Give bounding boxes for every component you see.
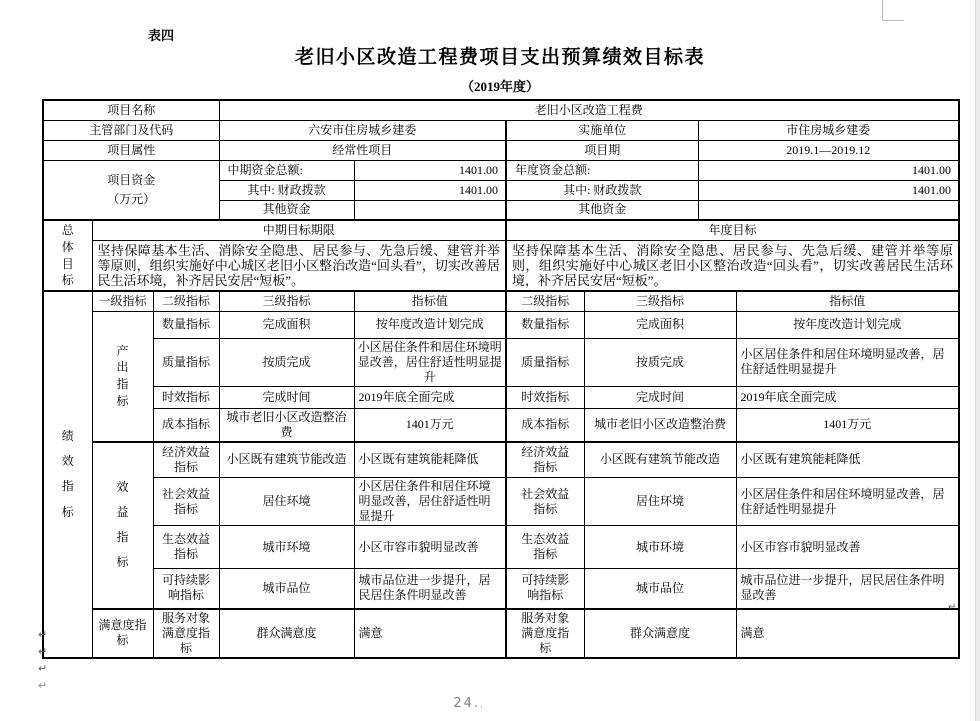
- l3-cell-right: 城市老旧小区改造整治费: [584, 408, 736, 442]
- mid-goal-text: 坚持保障基本生活、消除安全隐患、居民参与、先急后缓、建管并举等原则，组织实施好中心城区老旧小区整治改造“回头看”，切实改善居民生活环境，补齐居民安居“短板”。: [92, 240, 506, 291]
- year-goal-text: 坚持保障基本生活、消除安全隐患、居民参与、先急后缓、建管并举等原则，组织实施好中心城区老旧小区整治改造“回头看”，切实改善居民生活环境，补齐居民安居“短板”。: [506, 240, 959, 291]
- l2-cell-right: 社会效益指标: [506, 478, 584, 526]
- paragraph-mark: ↵: [38, 645, 48, 658]
- l3-cell-right: 城市品位: [584, 569, 736, 609]
- page-boundary-corner-mark: [882, 0, 904, 21]
- mid-other-value: [354, 200, 506, 220]
- l3-cell: 城市老旧小区改造整治费: [219, 408, 354, 442]
- value-cell: 小区居住条件和居住环境明显改善，居住舒适性明显提升: [354, 338, 506, 386]
- l2-cell-right: 质量指标: [506, 338, 584, 386]
- funds-label: [43, 160, 219, 220]
- row-funds-total: [43, 160, 959, 180]
- group-label-output-text: 产出指标: [116, 343, 129, 408]
- header-value-left: 指标值: [354, 291, 506, 311]
- funds-label-line1: 项目资金: [107, 172, 156, 187]
- row-quantity: [43, 311, 959, 338]
- value-cell: 满意: [354, 609, 506, 658]
- l3-cell: 完成面积: [219, 311, 354, 338]
- header-level1: 一级指标: [92, 291, 153, 311]
- value-cell: 1401万元: [354, 408, 506, 442]
- value-cell-right: 1401万元: [736, 408, 959, 442]
- row-project-name: [43, 100, 959, 120]
- value-cell-right: 城市品位进一步提升，居民居住条件明显改善: [736, 569, 959, 609]
- l3-cell: 城市环境: [219, 526, 354, 569]
- row-goal-text: [43, 240, 959, 291]
- year-fiscal-value: 1401.00: [698, 180, 959, 200]
- page-number-text: 24.: [453, 696, 481, 711]
- perf-indicator-label: [43, 291, 92, 658]
- l2-cell-right: 经济效益指标: [506, 442, 584, 478]
- value-cell-right: 小区居住条件和居住环境明显改善，居住舒适性明显提升: [736, 338, 959, 386]
- mid-other-label: 其他资金: [219, 200, 354, 220]
- budget-performance-table: [42, 99, 960, 659]
- row-sustainability: [43, 569, 959, 609]
- l3-cell-right: 按质完成: [584, 338, 736, 386]
- group-label-benefit-text: 效益指标: [116, 479, 129, 570]
- row-satisfaction: [43, 609, 959, 658]
- value-cell: 小区既有建筑能耗降低: [354, 442, 506, 478]
- project-name-label: 项目名称: [43, 100, 219, 120]
- row-department: [43, 120, 959, 140]
- header-level2-right: 二级指标: [506, 291, 584, 311]
- paragraph-mark: ↵: [38, 662, 48, 675]
- l2-cell: 社会效益指标: [153, 478, 219, 526]
- impl-unit-value: 市住房城乡建委: [698, 120, 959, 140]
- value-cell: 城市品位进一步提升，居民居住条件明显改善: [354, 569, 506, 609]
- document-title: 老旧小区改造工程费项目支出预算绩效目标表: [294, 47, 705, 68]
- l3-cell-right: 城市环境: [584, 526, 736, 569]
- year-other-value: [698, 200, 959, 220]
- dept-label: 主管部门及代码: [43, 120, 219, 140]
- paragraph-mark: ↵: [38, 679, 48, 692]
- l3-cell: 完成时间: [219, 386, 354, 408]
- l2-cell-right: 生态效益指标: [506, 526, 584, 569]
- value-cell: 2019年底全面完成: [354, 386, 506, 408]
- row-economic: [43, 442, 959, 478]
- paragraph-mark: ↵: [38, 628, 48, 641]
- l2-cell: 可持续影响指标: [153, 569, 219, 609]
- mid-total-label: 中期资金总额:: [219, 160, 354, 180]
- l3-cell: 居住环境: [219, 478, 354, 526]
- l3-cell-right: 群众满意度: [584, 609, 736, 658]
- group-label-output: [92, 311, 153, 442]
- value-cell: 按年度改造计划完成: [354, 311, 506, 338]
- l2-cell: 服务对象满意度指标: [153, 609, 219, 658]
- value-cell-right: 小区市容市貌明显改善: [736, 526, 959, 569]
- mid-fiscal-value: 1401.00: [354, 180, 506, 200]
- l3-cell: 群众满意度: [219, 609, 354, 658]
- value-cell-right: 2019年底全面完成: [736, 386, 959, 408]
- l2-cell-right: 可持续影响指标: [506, 569, 584, 609]
- l2-cell: 生态效益指标: [153, 526, 219, 569]
- value-cell-right: 按年度改造计划完成: [736, 311, 959, 338]
- mid-goal-header: 中期目标期限: [92, 220, 506, 240]
- project-name-value: 老旧小区改造工程费: [219, 100, 959, 120]
- value-cell-right: 满意: [736, 609, 959, 658]
- overall-goal-label-text: 总体目标: [61, 223, 74, 288]
- window-right-edge: [975, 0, 980, 721]
- value-cell-right: 小区既有建筑能耗降低: [736, 442, 959, 478]
- l3-cell-right: 完成时间: [584, 386, 736, 408]
- attr-label: 项目属性: [43, 140, 219, 160]
- l2-cell: 数量指标: [153, 311, 219, 338]
- l2-cell: 成本指标: [153, 408, 219, 442]
- value-cell-right: 小区居住条件和居住环境明显改善，居住舒适性明显提升: [736, 478, 959, 526]
- impl-unit-label: 实施单位: [506, 120, 698, 140]
- l3-cell: 城市品位: [219, 569, 354, 609]
- l2-cell-right: 服务对象满意度指标: [506, 609, 584, 658]
- header-level3-right: 三级指标: [584, 291, 736, 311]
- l2-cell: 质量指标: [153, 338, 219, 386]
- year-total-label: 年度资金总额:: [506, 160, 698, 180]
- group-label-satisfaction: 满意度指标: [92, 609, 153, 658]
- year-goal-header: 年度目标: [506, 220, 959, 240]
- l3-cell-right: 完成面积: [584, 311, 736, 338]
- document-subtitle: （2019年度）: [460, 79, 539, 94]
- l2-cell-right: 数量指标: [506, 311, 584, 338]
- value-cell: 小区市容市貌明显改善: [354, 526, 506, 569]
- year-other-label: 其他资金: [506, 200, 698, 220]
- year-total-value: 1401.00: [698, 160, 959, 180]
- row-cost: [43, 408, 959, 442]
- header-value-right: 指标值: [736, 291, 959, 311]
- l3-cell: 小区既有建筑节能改造: [219, 442, 354, 478]
- group-label-benefit: [92, 442, 153, 609]
- l2-cell: 时效指标: [153, 386, 219, 408]
- period-value: 2019.1—2019.12: [698, 140, 959, 160]
- row-goal-headers: [43, 220, 959, 240]
- dept-value: 六安市住房城乡建委: [219, 120, 506, 140]
- row-quality: [43, 338, 959, 386]
- l2-cell-right: 时效指标: [506, 386, 584, 408]
- paragraph-mark: ↵: [948, 602, 957, 613]
- row-timeliness: [43, 386, 959, 408]
- mid-total-value: 1401.00: [354, 160, 506, 180]
- overall-goal-label: [43, 220, 92, 291]
- perf-indicator-label-text: 绩效指标: [61, 429, 74, 519]
- year-fiscal-label: 其中: 财政拨款: [506, 180, 698, 200]
- header-level3-left: 三级指标: [219, 291, 354, 311]
- value-cell: 小区居住条件和居住环境明显改善，居住舒适性明显提升: [354, 478, 506, 526]
- row-social: [43, 478, 959, 526]
- l3-cell: 按质完成: [219, 338, 354, 386]
- l3-cell-right: 居住环境: [584, 478, 736, 526]
- l3-cell-right: 小区既有建筑节能改造: [584, 442, 736, 478]
- row-attribute: [43, 140, 959, 160]
- l2-cell: 经济效益指标: [153, 442, 219, 478]
- footer-mini-mark: ,: [480, 700, 483, 709]
- l2-cell-right: 成本指标: [506, 408, 584, 442]
- table-number-tag: 表四: [148, 28, 175, 43]
- attr-value: 经常性项目: [219, 140, 506, 160]
- row-ecological: [43, 526, 959, 569]
- mid-fiscal-label: 其中: 财政拨款: [219, 180, 354, 200]
- header-level2-left: 二级指标: [153, 291, 219, 311]
- period-label: 项目期: [506, 140, 698, 160]
- page-number: [0, 696, 936, 711]
- funds-label-line2: （万元）: [107, 191, 156, 206]
- row-indicator-headers: [43, 291, 959, 311]
